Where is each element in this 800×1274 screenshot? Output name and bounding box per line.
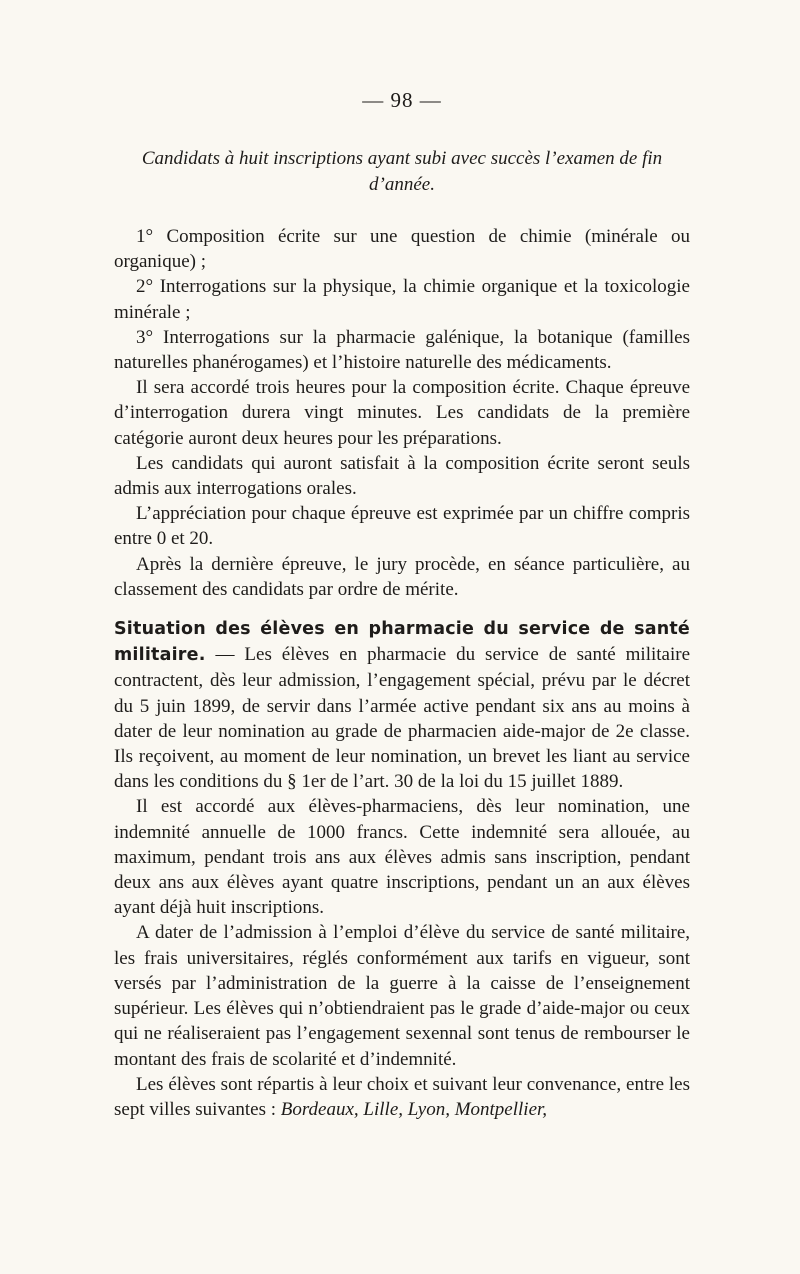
paragraph-item-3: 3° Interrogations sur la pharmacie galénique, la botanique (familles naturelles phanérogames) et l’histoire naturelle des médicaments. (114, 326, 690, 374)
cities-list: Bordeaux, Lille, Lyon, Montpellier, (280, 1098, 548, 1120)
paragraph-grading: L’appréciation pour chaque épreuve est exprimée par un chiffre compris entre 0 et 20. (114, 503, 690, 550)
section-gap (114, 602, 690, 616)
page-number: — 98 — (362, 88, 442, 112)
section-paragraph (114, 616, 690, 794)
cities-intro-text: Les élèves sont répartis à leur choix et suivant leur convenance, entre les sept villes suivantes : (114, 1073, 690, 1120)
paragraph-oral-admission: Les candidats qui auront satisfait à la composition écrite seront seuls admis aux interrogations orales. (114, 452, 690, 500)
paragraph-ranking: Après la dernière épreuve, le jury procède, en séance particulière, au classement des candidats par ordre de mérite. (114, 553, 690, 600)
paragraph-item-1: 1° Composition écrite sur une question de chimie (minérale ou organique) ; (114, 226, 690, 273)
section-heading-italic: Candidats à huit inscriptions ayant subi avec succès l’examen de fin d’année. (141, 148, 663, 195)
section-first-text: — Les élèves en pharmacie du service de santé militaire contractent, dès leur admission, l’engagement spécial, prévu par le décret du 5 juin 1899, de servir dans l’armée active pendant six ans au moins à dater de leur nomination au grade de pharmacien aide-major de 2e classe. Ils reçoivent, au moment de leur nomination, un brevet les liant au service dans les conditions du § 1er de l’art. 30 de la loi du 15 juillet 1889. (114, 644, 690, 793)
section-title: Situation des élèves en pharmacie du service de santé militaire. (114, 619, 690, 666)
paragraph-cities (114, 1072, 690, 1122)
paragraph-university-fees: A dater de l’admission à l’emploi d’élève du service de santé militaire, les frais universitaires, réglés conformément aux tarifs en vigueur, sont versés par l’administration de la guerre à la caisse de l’enseignement supérieur. Les élèves qui n’obtiendraient pas le grade d’aide-major ou ceux qui ne réaliseraient pas l’engagement sexennal sont tenus de rembourser le montant des frais de scolarité et d’indemnité. (114, 922, 690, 1070)
paragraph-indemnity: Il est accordé aux élèves-pharmaciens, dès leur nomination, une indemnité annuelle de 1000 francs. Cette indemnité sera allouée, au maximum, pendant trois ans aux élèves admis sans inscription, pendant deux ans aux élèves ayant quatre inscriptions, pendant un an aux élèves ayant déjà huit inscriptions. (114, 796, 690, 919)
paragraph-item-2: 2° Interrogations sur la physique, la chimie organique et la toxicologie minérale ; (114, 276, 690, 323)
paragraph-composition-duration: Il sera accordé trois heures pour la composition écrite. Chaque épreuve d’interrogation durera vingt minutes. Les candidats de la première catégorie auront deux heures pour les préparations. (114, 377, 690, 449)
